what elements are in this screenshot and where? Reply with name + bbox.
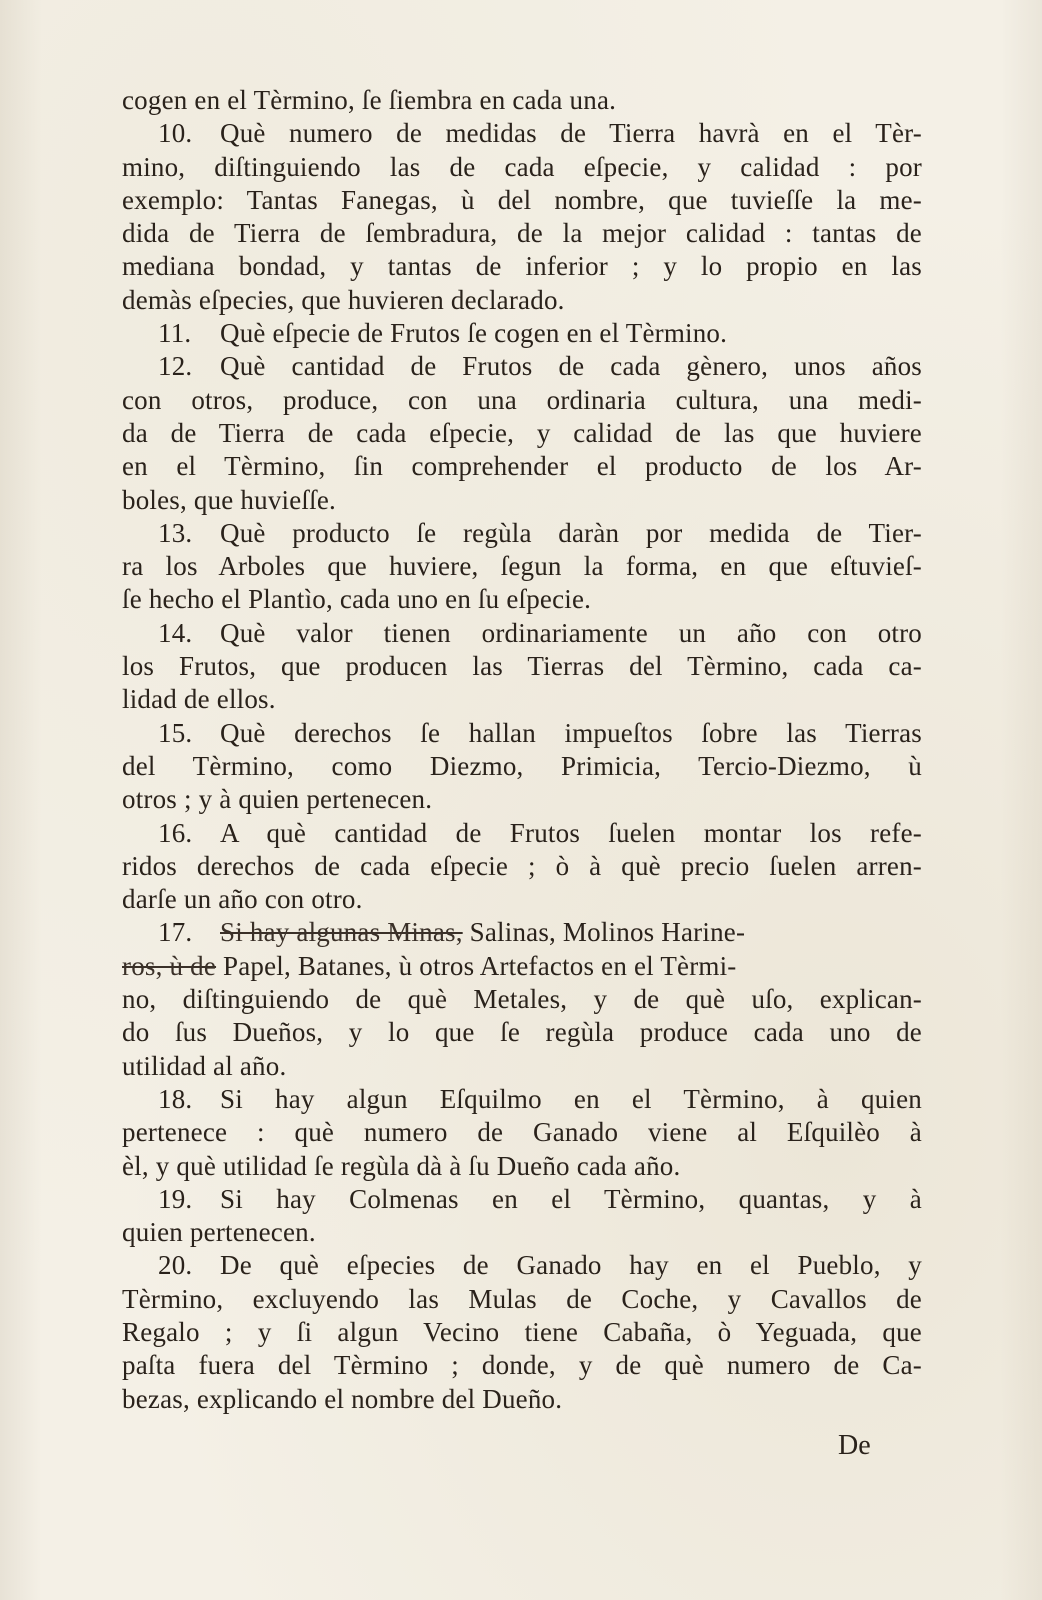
text-line [122,983,922,1016]
line-text: en el Tèrmino, ſin comprehender el producto de los Ar- [122,451,922,482]
text-line [122,950,922,983]
text-line [122,1316,922,1349]
item-number: 10. [158,118,193,149]
text-line [122,550,922,583]
text-line [122,250,922,283]
item-number: 15. [158,717,193,748]
struck-text: ros, ù de [122,950,217,981]
text-line [122,1016,922,1049]
item-number: 17. [158,917,193,948]
struck-passage [220,916,922,949]
text-line [122,151,922,184]
line-text: Què cantidad de Frutos de cada gènero, unos años [220,351,922,382]
line-text: Tèrmino, excluyendo las Mulas de Coche, y Cavallos de [122,1283,922,1314]
item-number: 13. [158,517,193,548]
text-line [122,384,922,417]
line-text: ridos derechos de cada eſpecie ; ò à què precio ſuelen arren- [122,850,922,881]
line-text: èl, y què utilidad ſe regùla dà à ſu Dueño cada año. [122,1150,681,1181]
text-line [122,1116,922,1149]
line-text: darſe un año con otro. [122,884,363,915]
text-line [122,1083,922,1116]
line-text: otros ; y à quien pertenecen. [122,784,433,815]
line-text: Papel, Batanes, ù otros Artefactos en el Tèrmi- [216,950,737,981]
line-text: Què numero de medidas de Tierra havrà en el Tèr- [220,118,922,149]
line-text: Regalo ; y ſi algun Vecino tiene Cabaña, ò Yeguada, que [122,1316,922,1347]
line-text: quien pertenecen. [122,1217,316,1248]
line-text: A què cantidad de Frutos ſuelen montar los refe- [220,817,922,848]
line-text: no, diſtinguiendo de què Metales, y de què uſo, explican- [122,984,922,1015]
line-text: demàs eſpecies, que huvieren declarado. [122,284,565,315]
line-text: Si hay Colmenas en el Tèrmino, quantas, y à [220,1183,922,1214]
line-text: ſe hecho el Plantìo, cada uno en ſu eſpecie. [122,584,592,615]
text-line [122,517,922,550]
text-line [122,916,922,949]
line-text: bezas, explicando el nombre del Dueño. [122,1383,563,1414]
line-text: paſta fuera del Tèrmino ; donde, y de què numero de Ca- [122,1350,922,1381]
text-line [122,1283,922,1316]
text-line [122,1150,922,1183]
struck-text: Si hay algunas Minas, [220,917,463,948]
text-line [122,417,922,450]
text-line [122,450,922,483]
line-text: do ſus Dueños, y lo que ſe regùla produce cada uno de [122,1017,922,1048]
line-text: mino, diſtinguiendo las de cada eſpecie, y calidad : por [122,151,922,182]
line-text: Què valor tienen ordinariamente un año con otro [220,617,922,648]
line-text: Què eſpecie de Frutos ſe cogen en el Tèrmino. [220,318,728,349]
text-line [122,850,922,883]
line-text: los Frutos, que producen las Tierras del Tèrmino, cada ca- [122,651,922,682]
text-line [122,683,922,716]
line-text: cogen en el Tèrmino, ſe ſiembra en cada una. [122,85,617,115]
text-line [122,583,922,616]
line-text: De què eſpecies de Ganado hay en el Pueblo, y [220,1250,922,1281]
line-text: Què producto ſe regùla daràn por medida de Tier- [220,517,922,548]
line-text: del Tèrmino, como Diezmo, Primicia, Tercio-Diezmo, ù [122,750,922,781]
text-line [122,1216,922,1249]
line-text: mediana bondad, y tantas de inferior ; y lo propio en las [122,251,922,282]
text-line [122,1183,922,1216]
text-line [122,1349,922,1382]
catchword: De [838,1430,871,1461]
line-text: boles, que huvieſſe. [122,484,336,515]
item-number: 19. [158,1183,193,1214]
text-line [122,883,922,916]
item-number: 20. [158,1250,193,1281]
item-number: 12. [158,351,193,382]
line-text: da de Tierra de cada eſpecie, y calidad de las que huviere [122,417,922,448]
item-number: 11. [158,318,192,349]
text-line [122,84,922,117]
text-line [122,217,922,250]
text-line [122,783,922,816]
questionnaire-text [122,84,922,1416]
text-line [122,284,922,317]
text-line [122,817,922,850]
text-line [122,117,922,150]
text-line [122,484,922,517]
text-line [122,1249,922,1282]
line-text: Si hay algun Eſquilmo en el Tèrmino, à quien [220,1083,922,1114]
item-number: 16. [158,817,193,848]
text-line [122,317,922,350]
text-line [122,1383,922,1416]
text-line [122,1050,922,1083]
line-text: dida de Tierra de ſembradura, de la mejor calidad : tantas de [122,218,922,249]
item-number: 14. [158,617,193,648]
line-text: con otros, produce, con una ordinaria cultura, una medi- [122,384,922,415]
text-line [122,750,922,783]
line-text: exemplo: Tantas Fanegas, ù del nombre, que tuvieſſe la me- [122,184,922,215]
line-text: pertenece : què numero de Ganado viene al Eſquilèo à [122,1117,922,1148]
text-line [122,350,922,383]
item-number: 18. [158,1083,193,1114]
text-line [122,184,922,217]
text-line [122,717,922,750]
line-text: lidad de ellos. [122,684,276,715]
text-line [122,650,922,683]
line-text: utilidad al año. [122,1050,287,1081]
line-text: Salinas, Molinos Harine- [462,917,746,948]
line-text: Què derechos ſe hallan impueſtos ſobre las Tierras [220,717,922,748]
text-line [122,617,922,650]
line-text: ra los Arboles que huviere, ſegun la forma, en que eſtuvieſ- [122,551,922,582]
struck-passage [122,950,922,983]
